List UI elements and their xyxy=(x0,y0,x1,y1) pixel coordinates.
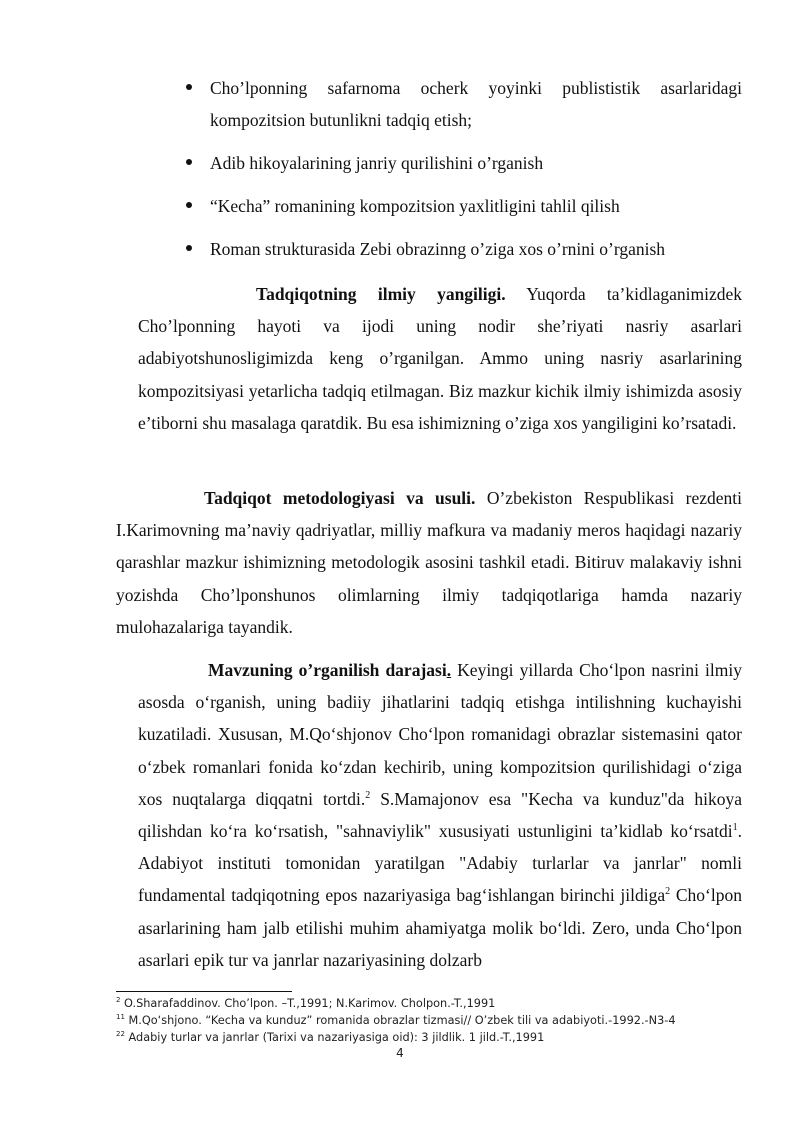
paragraph-text: Keyingi yillarda Cho‘lpon nasrini ilmiy asosda o‘rganish, uning badiiy jihatlarini tadqiq etishga intilishning kuchayishi kuzatiladi. Xususan, M.Qo‘shjonov Cho‘lpon romanidagi obrazlar sistemasini qator o‘zbek romanlari fonida ko‘zdan kechirib, uning kompozitsion qurilishidagi o‘ziga xos nuqtalarga diqqatni tortdi. xyxy=(138,660,742,809)
bullet-icon xyxy=(186,202,192,208)
bullet-icon xyxy=(186,84,192,90)
methodology-paragraph xyxy=(116,482,742,643)
bullet-icon xyxy=(186,159,192,165)
list-item xyxy=(186,233,742,265)
paragraph-text: Yuqorda ta’kidlaganimizdek Cho’lponning hayoti va ijodi uning nodir she’riyati nasriy asarlari adabiyotshunosligimizda keng o’rganilgan. Ammo uning nasriy asarlarining kompozitsiyasi yetarlicha tadqiq etilmagan. Biz mazkur kichik ilmiy ishimizda asosiy e’tiborni shu masalaga qaratdik. Bu esa ishimizning o’ziga xos yangiligini ko’rsatadi. xyxy=(138,284,742,433)
footnote-mark: 2 xyxy=(116,996,121,1005)
list-item-text: Adib hikoyalarining janriy qurilishini o’rganish xyxy=(210,153,544,173)
paragraph-heading: Tadqiqotning ilmiy yangiligi. xyxy=(256,284,506,304)
footnote-mark: 22 xyxy=(116,1030,125,1039)
footnote-mark: 11 xyxy=(116,1013,125,1022)
footnote-text: M.Qo‘shjono. “Kecha va kunduz” romanida obrazlar tizmasi// O’zbek tili va adabiyoti.-1992.-N3-4 xyxy=(124,1014,676,1027)
footnote xyxy=(116,1012,756,1029)
list-item xyxy=(186,72,742,136)
footnote-separator xyxy=(116,991,292,992)
scientific-novelty-paragraph xyxy=(138,278,742,439)
list-item-text: “Kecha” romanining kompozitsion yaxlitligini tahlil qilish xyxy=(210,196,620,216)
footnote-ref: 2 xyxy=(665,886,671,898)
paragraph-heading: Tadqiqot metodologiyasi va usuli. xyxy=(204,488,476,508)
heading-period: . xyxy=(446,660,452,680)
footnote-text: Adabiy turlar va janrlar (Tarixi va nazariyasiga oid): 3 jildlik. 1 jild.-T.,1991 xyxy=(124,1031,545,1044)
paragraph-text: . Adabiyot instituti tomonidan yaratilgan "Adabiy turlarlar va janrlar" nomli fundamental tadqiqotning epos nazariyasiga bag‘ishlangan birinchi jildiga xyxy=(138,821,742,906)
paragraph-text: Cho‘lpon asarlarining ham jalb etilishi muhim ahamiyatga molik bo‘ldi. Zero, unda Cho‘lpon asarlari epik tur va janrlar nazariyasining dolzarb xyxy=(138,885,742,970)
footnote-text: O.Sharafaddinov. Cho’lpon. –T.,1991; N.Karimov. Cholpon.-T.,1991 xyxy=(120,997,496,1010)
page-number: 4 xyxy=(396,1046,404,1060)
footnote-ref: 2 xyxy=(365,789,371,801)
objectives-list xyxy=(186,72,742,265)
paragraph-text: S.Mamajonov esa "Kecha va kunduz"da hikoya qilishdan ko‘ra ko‘rsatish, "sahnaviylik" xususiyati ustunligini ta’kidlab ko‘rsatdi xyxy=(138,788,742,842)
footnote xyxy=(116,1029,756,1046)
research-degree-paragraph xyxy=(138,654,742,976)
footnote xyxy=(116,995,756,1012)
paragraph-text: O’zbekiston Respublikasi rezdenti I.Karimovning ma’naviy qadriyatlar, milliy mafkura va madaniy meros haqidagi nazariy qarashlar mazkur ishimizning metodologik asosini tashkil etadi. Bitiruv malakaviy ishni yozishda Cho’lponshunos olimlarning ilmiy tadqiqotlariga hamda nazariy mulohazalariga tayandik. xyxy=(116,488,742,637)
footnote-ref: 1 xyxy=(732,822,738,834)
list-item xyxy=(186,147,742,179)
list-item-text: Cho’lponning safarnoma ocherk yoyinki publististik asarlaridagi kompozitsion butunlikni tadqiq etish; xyxy=(210,78,742,130)
bullet-icon xyxy=(186,245,192,251)
footnotes xyxy=(116,995,756,1046)
list-item xyxy=(186,190,742,222)
list-item-text: Roman strukturasida Zebi obrazinng o’ziga xos o’rnini o’rganish xyxy=(210,239,666,259)
paragraph-heading: Mavzuning o’rganilish darajasi xyxy=(208,660,447,680)
